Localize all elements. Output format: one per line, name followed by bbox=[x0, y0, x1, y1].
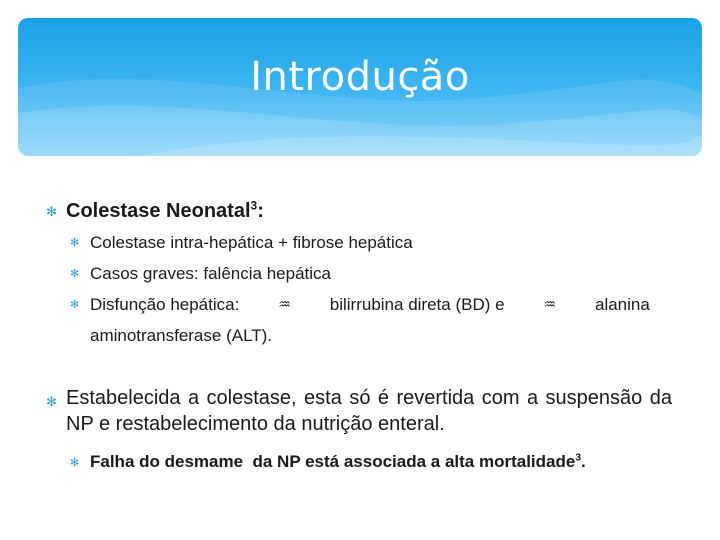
bullet-star-icon: ✻ bbox=[46, 204, 57, 219]
sub-bullet-line bbox=[90, 289, 670, 320]
bullet-estabelecida: Estabelecida a colestase, esta só é revertida com a suspensão da NP e restabelecimento da nutrição enteral. bbox=[66, 387, 672, 435]
sub-bullet-star-icon: ✻ bbox=[70, 268, 80, 280]
sub-bullet-line-continuation: aminotransferase (ALT). bbox=[90, 326, 273, 345]
sub-bullet-star-icon: ✻ bbox=[70, 299, 80, 311]
sub-bullet-falha-desmame bbox=[90, 446, 586, 477]
bullet-label: Colestase Neonatal bbox=[66, 200, 251, 222]
text-part: Disfunção hepática: bbox=[90, 295, 240, 314]
sub-bullet-star-icon: ✻ bbox=[70, 237, 80, 249]
sub-bullet-star-icon: ✻ bbox=[70, 457, 80, 469]
sub-bullet-item: Casos graves: falência hepática bbox=[90, 264, 331, 283]
bullet-text: Falha do desmame da NP está associada a alta mortalidade bbox=[90, 452, 576, 471]
bullet-suffix: . bbox=[581, 452, 586, 471]
increase-symbol-icon: ♒ bbox=[278, 296, 291, 312]
sub-bullet-disfuncao bbox=[90, 289, 670, 351]
bullet-suffix: : bbox=[257, 200, 264, 222]
reference-superscript: 3 bbox=[250, 198, 258, 213]
reference-superscript: 3 bbox=[575, 452, 582, 464]
sub-bullet-item: Colestase intra-hepática + fibrose hepática bbox=[90, 233, 413, 252]
text-part: bilirrubina direta (BD) e bbox=[329, 295, 505, 314]
increase-symbol-icon: ♒ bbox=[543, 296, 557, 312]
bullet-colestase-neonatal bbox=[66, 198, 264, 224]
text-part: alanina bbox=[595, 295, 650, 314]
slide-title: Introdução bbox=[250, 54, 470, 100]
bullet-star-icon: ✻ bbox=[46, 394, 57, 409]
